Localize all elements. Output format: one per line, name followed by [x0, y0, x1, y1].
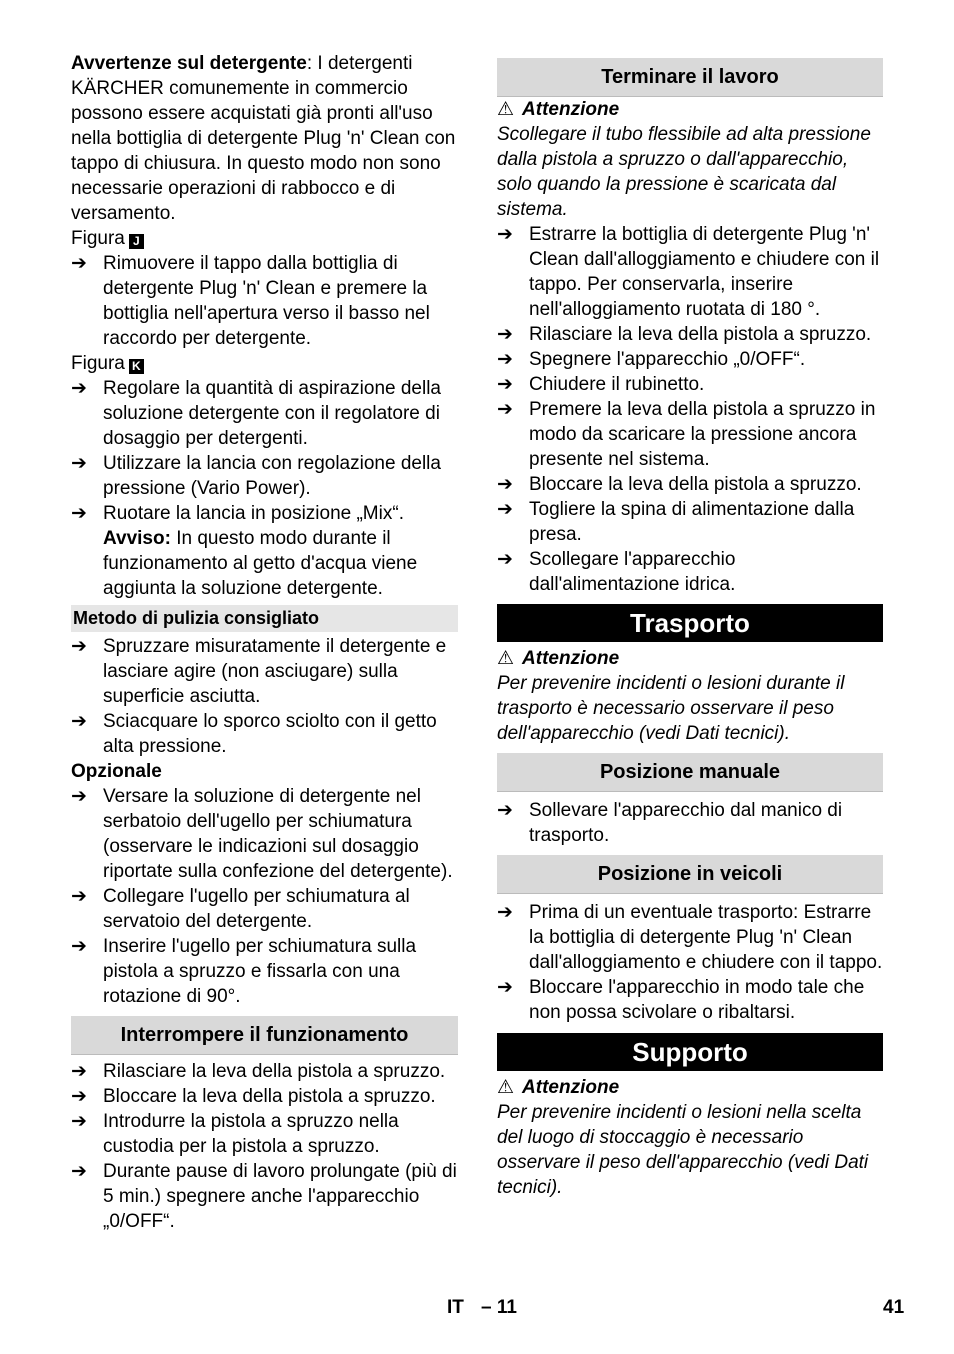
list-item: ➔ Versare la soluzione di detergente nel serbatoio dell'ugello per schiumatura (osservare le indicazioni sul dosaggio riportate sulla confezione del detergente). — [71, 786, 453, 882]
arrow-right-icon: ➔ — [497, 902, 513, 923]
warning-triangle-icon: ⚠ — [497, 1077, 515, 1098]
list-item: ➔ Bloccare la leva della pistola a spruzzo. — [71, 1086, 436, 1107]
arrow-right-icon: ➔ — [71, 378, 87, 399]
footer-lang: IT — [447, 1297, 464, 1318]
arrow-right-icon: ➔ — [71, 1086, 87, 1107]
footer-section-page: – 11 — [481, 1297, 517, 1318]
arrow-right-icon: ➔ — [497, 474, 513, 495]
list-item: ➔ Introdurre la pistola a spruzzo nella custodia per la pistola a spruzzo. — [71, 1111, 399, 1157]
warning-triangle-icon: ⚠ — [497, 648, 515, 669]
figure-k-label: Figura K — [71, 351, 458, 376]
list-item: ➔ Spegnere l'apparecchio „0/OFF“. — [497, 349, 806, 370]
trasporto-heading: Trasporto — [497, 604, 883, 642]
arrow-right-icon: ➔ — [71, 886, 87, 907]
figure-j-icon: J — [129, 234, 144, 249]
warning-triangle-icon: ⚠ — [497, 99, 515, 120]
left-column — [71, 51, 458, 1234]
attention-label: ⚠ Attenzione — [497, 648, 620, 669]
arrow-right-icon: ➔ — [71, 453, 87, 474]
arrow-right-icon: ➔ — [497, 499, 513, 520]
list-item: ➔ Inserire l'ugello per schiumatura sulla pistola a spruzzo e fissarla con una rotazione di 90°. — [71, 936, 417, 1007]
list-item: ➔ Regolare la quantità di aspirazione della soluzione detergente con il regolatore di dosaggio per detergenti. — [71, 378, 442, 449]
arrow-right-icon: ➔ — [497, 324, 513, 345]
list-item: ➔ Estrarre la bottiglia di detergente Plug 'n' Clean dall'alloggiamento e chiudere con il tappo. Per conservarla, inserire nell'alloggiamento ruotata di 180 °. — [497, 224, 880, 320]
list-item: ➔ Chiudere il rubinetto. — [497, 374, 705, 395]
list-item: ➔ Sciacquare lo sporco sciolto con il getto alta pressione. — [71, 711, 437, 757]
veicoli-heading: Posizione in veicoli — [497, 855, 883, 894]
list-item: ➔ Rilasciare la leva della pistola a spruzzo. — [497, 324, 872, 345]
arrow-right-icon: ➔ — [71, 503, 87, 524]
attention-label: ⚠ Attenzione — [497, 99, 620, 120]
arrow-right-icon: ➔ — [71, 636, 87, 657]
arrow-right-icon: ➔ — [71, 936, 87, 957]
supporto-heading: Supporto — [497, 1033, 883, 1071]
notice-label: Avviso: — [103, 528, 171, 549]
list-item: ➔ Ruotare la lancia in posizione „Mix“. Avviso: In questo modo durante il funzionamento al getto d'acqua viene aggiunta la soluzione detergente. — [71, 503, 418, 599]
list-item: ➔ Rimuovere il tappo dalla bottiglia di detergente Plug 'n' Clean e premere la bottiglia nell'apertura verso il basso nel raccordo per detergente. — [71, 253, 430, 349]
arrow-right-icon: ➔ — [497, 549, 513, 570]
trasporto-warning: Per prevenire incidenti o lesioni durante il trasporto è necessario osservare il peso dell'apparecchio (vedi Dati tecnici). — [497, 673, 845, 744]
list-item: ➔ Bloccare la leva della pistola a spruzzo. — [497, 474, 862, 495]
manuale-heading: Posizione manuale — [497, 753, 883, 792]
list-item: ➔ Bloccare l'apparecchio in modo tale che non possa scivolare o ribaltarsi. — [497, 977, 865, 1023]
terminare-heading: Terminare il lavoro — [497, 58, 883, 97]
interrompere-heading: Interrompere il funzionamento — [71, 1016, 458, 1055]
supporto-warning: Per prevenire incidenti o lesioni nella scelta del luogo di stoccaggio è necessario osservare il peso dell'apparecchio (vedi Dati tecnici). — [497, 1102, 869, 1198]
list-item: ➔ Durante pause di lavoro prolungate (più di 5 min.) spegnere anche l'apparecchio „0/OFF“. — [71, 1161, 457, 1232]
arrow-right-icon: ➔ — [497, 800, 513, 821]
arrow-right-icon: ➔ — [71, 711, 87, 732]
arrow-right-icon: ➔ — [71, 253, 87, 274]
list-item: ➔ Togliere la spina di alimentazione dalla presa. — [497, 499, 855, 545]
page-number: 41 — [883, 1297, 905, 1318]
opzionale-heading: Opzionale — [71, 761, 162, 782]
list-item: ➔ Premere la leva della pistola a spruzzo in modo da scaricare la pressione ancora presente nel sistema. — [497, 399, 876, 470]
right-column — [497, 51, 883, 1200]
arrow-right-icon: ➔ — [71, 786, 87, 807]
arrow-right-icon: ➔ — [497, 349, 513, 370]
detergent-notes: Avvertenze sul detergente: I detergenti KÄRCHER comunemente in commercio possono essere acquistati già pronti all'uso nella bottiglia di detergente Plug 'n' Clean con tappo di chiusura. In questo modo non sono necessarie operazioni di rabbocco e di versamento. — [71, 53, 456, 224]
attention-label: ⚠ Attenzione — [497, 1077, 620, 1098]
list-item: ➔ Spruzzare misuratamente il detergente e lasciare agire (non asciugare) sulla superficie asciutta. — [71, 636, 447, 707]
metodo-heading: Metodo di pulizia consigliato — [71, 605, 458, 632]
list-item: ➔ Prima di un eventuale trasporto: Estrarre la bottiglia di detergente Plug 'n' Clean dall'alloggiamento e chiudere con il tappo. — [497, 902, 883, 973]
arrow-right-icon: ➔ — [71, 1161, 87, 1182]
arrow-right-icon: ➔ — [71, 1061, 87, 1082]
terminare-warning: Scollegare il tubo flessibile ad alta pressione dalla pistola a spruzzo o dall'apparecchio, solo quando la pressione è scaricata dal sistema. — [497, 124, 871, 220]
arrow-right-icon: ➔ — [497, 399, 513, 420]
arrow-right-icon: ➔ — [497, 374, 513, 395]
list-item: ➔ Collegare l'ugello per schiumatura al servatoio del detergente. — [71, 886, 410, 932]
arrow-right-icon: ➔ — [71, 1111, 87, 1132]
arrow-right-icon: ➔ — [497, 977, 513, 998]
list-item: ➔ Rilasciare la leva della pistola a spruzzo. — [71, 1061, 446, 1082]
list-item: ➔ Sollevare l'apparecchio dal manico di trasporto. — [497, 800, 843, 846]
list-item: ➔ Scollegare l'apparecchio dall'alimentazione idrica. — [497, 549, 736, 595]
arrow-right-icon: ➔ — [497, 224, 513, 245]
figure-j-label: Figura J — [71, 226, 458, 251]
figure-k-icon: K — [129, 359, 144, 374]
list-item: ➔ Utilizzare la lancia con regolazione della pressione (Vario Power). — [71, 453, 441, 499]
